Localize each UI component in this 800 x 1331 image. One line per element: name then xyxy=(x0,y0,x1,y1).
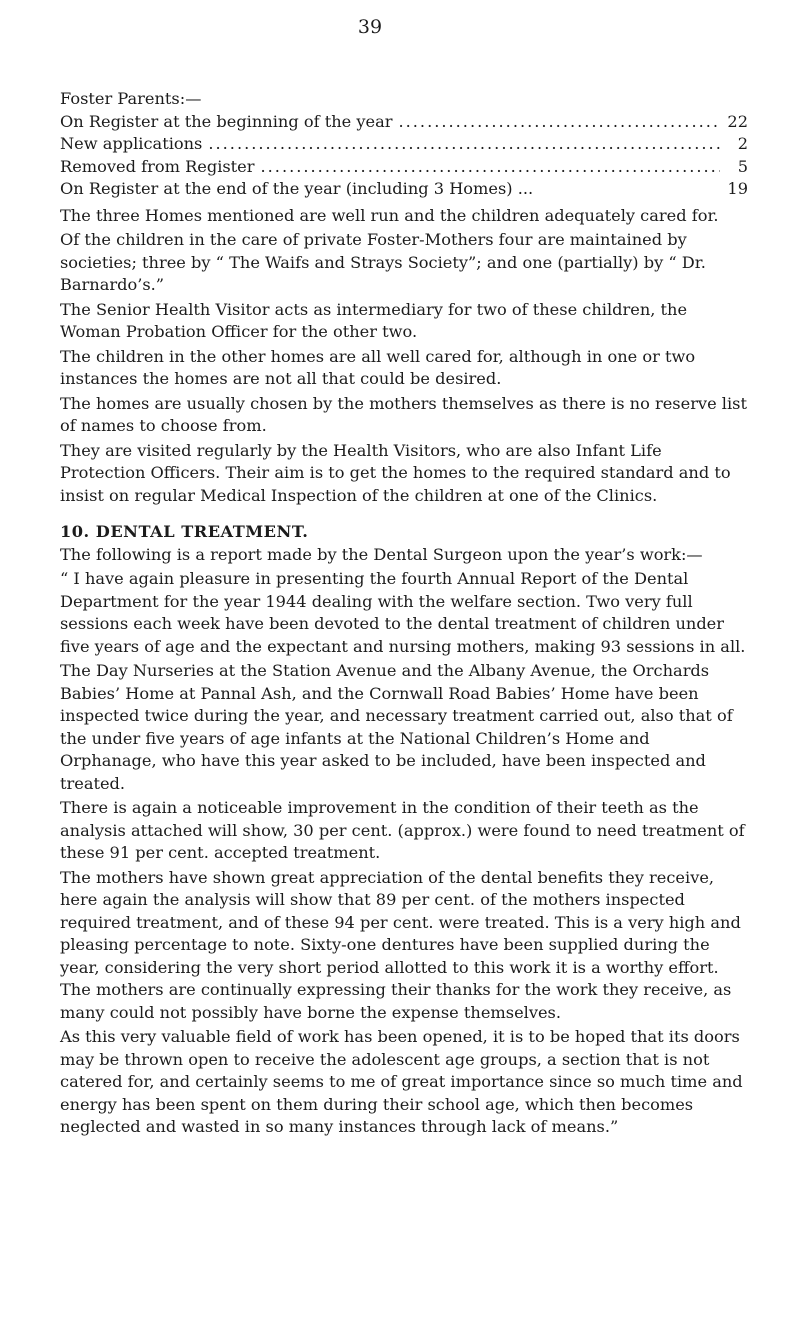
foster-parents-register-list xyxy=(60,111,748,201)
register-row xyxy=(60,156,748,179)
leader-dots xyxy=(208,133,720,156)
report-paragraph: “ I have again pleasure in presenting the fourth Annual Report of the Dental Department for the year 1944 dealing with the welfare section. Two very full sessions each week have been devoted to the dental treatment of children under five years of age and the expectant and nursing mothers, making 93 sessions in all. xyxy=(60,569,746,656)
paragraph: Of the children in the care of private Foster-Mothers four are maintained by societies; three by “ The Waifs and Strays Society”; and one (partially) by “ Dr. Barnardo’s.” xyxy=(60,230,706,294)
section-title-dental-treatment: 10. DENTAL TREATMENT. xyxy=(60,522,309,541)
page-number: 39 xyxy=(357,16,383,38)
paragraph: The Senior Health Visitor acts as intermediary for two of these children, the Woman Probation Officer for the other two. xyxy=(60,299,688,341)
page-body xyxy=(60,88,748,1141)
register-row xyxy=(60,111,748,134)
register-row-label: On Register at the end of the year (including 3 Homes) ... xyxy=(60,179,534,198)
leader-dots xyxy=(261,156,720,179)
report-paragraph: There is again a noticeable improvement in the condition of their teeth as the analysis attached will show, 30 per cent. (approx.) were found to need treatment of these 91 per cent. accepted treatment. xyxy=(60,798,745,862)
register-row-value: 22 xyxy=(727,111,748,131)
report-paragraph: The mothers have shown great appreciation of the dental benefits they receive, here again the analysis will show that 89 per cent. of the mothers inspected required treatment, and of these 94 per cent. were treated. This is a very high and pleasing percentage to note. Sixty-one dentures have been supplied during the year, considering the very short period allotted to this work it is a worthy effort. The mothers are continually expressing their thanks for the work they receive, as many could not possibly have borne the expense themselves. xyxy=(60,867,741,1022)
paragraph: They are visited regularly by the Health Visitors, who are also Infant Life Protection Officers. Their aim is to get the homes to the required standard and to insist on regular Medical Inspection of the children at one of the Clinics. xyxy=(60,440,731,505)
register-row xyxy=(60,178,748,201)
register-row-value: 19 xyxy=(727,179,748,198)
paragraph: The three Homes mentioned are well run and the children adequately cared for. xyxy=(60,205,719,225)
register-row-label: Removed from Register xyxy=(60,156,255,176)
register-row xyxy=(60,133,748,156)
register-row-value: 5 xyxy=(737,156,748,176)
foster-parents-heading: Foster Parents:— xyxy=(60,89,202,108)
register-row-label: New applications xyxy=(60,134,203,153)
report-paragraph: The Day Nurseries at the Station Avenue and the Albany Avenue, the Orchards Babies’ Home at Pannal Ash, and the Cornwall Road Babies’ Home have been inspected twice during the year, and necessary treatment carried out, also that of the under five years of age infants at the National Children’s Home and Orphanage, who have this year asked to be included, have been inspected and treated. xyxy=(60,661,733,793)
paragraph: The homes are usually chosen by the mothers themselves as there is no reserve list of names to choose from. xyxy=(60,393,747,435)
paragraph: The children in the other homes are all well cared for, although in one or two instances the homes are not all that could be desired. xyxy=(60,346,696,388)
register-row-label: On Register at the beginning of the year xyxy=(60,111,393,131)
dental-intro: The following is a report made by the Dental Surgeon upon the year’s work:— xyxy=(60,544,703,564)
report-paragraph: As this very valuable field of work has been opened, it is to be hoped that its doors may be thrown open to receive the adolescent age groups, a section that is not catered for, and certainly seems to me of great importance since so much time and energy has been spent on them during their school age, which then becomes neglected and wasted in so many instances through lack of means.” xyxy=(60,1027,743,1136)
leader-dots xyxy=(398,111,720,134)
register-row-value: 2 xyxy=(737,134,748,153)
